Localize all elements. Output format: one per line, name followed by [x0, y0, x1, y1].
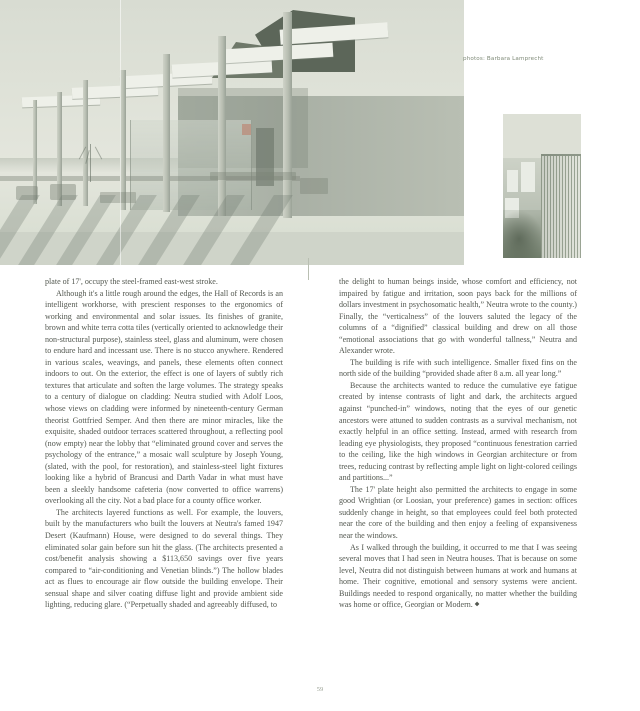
photo-column	[283, 12, 292, 218]
photo-bench	[210, 172, 296, 180]
registration-mark	[120, 0, 121, 265]
side-photograph	[503, 114, 581, 258]
photo-band	[0, 0, 640, 268]
photo-credit: photos: Barbara Lamprecht	[463, 56, 544, 62]
photo-distant-building	[521, 162, 535, 192]
photo-wall-sign	[242, 124, 251, 135]
paragraph: The architects layered functions as well. For example, the louvers, built by the manufacturers who built the louvers at Neutra's famed 1947 Desert (Kaufmann) House, were designed to do several things. They eliminated solar gain before sun hit the glass. (The architects presented a cost/benefit analysis showing a $113,650 savings over five years compared to “air-conditioning and Venetian blinds.”) The hollow blades act as flues to encourage air flow outside the building envelope. Their sensual shape and silver coating diffuse light and provide ambient side lighting, reducing glare. (“Perpetually shaded and agreeably diffused, to	[45, 507, 283, 610]
paragraph: plate of 17', occupy the steel-framed east-west stroke.	[45, 277, 218, 286]
paragraph: the delight to human beings inside, whose comfort and efficiency, not impaired by fatigue and irritation, soon pays back for the millions of dollars investment in psychosomatic health,” Neutra wrote to the county.) Finally, the “verticalness” of the louvers saluted the legacy of the columns of a “dignified” classical building and drew on all those “emotional associations that go with wonderful tallness,” Neutra and Alexander wrote.	[339, 277, 577, 356]
left-column	[45, 276, 283, 611]
paragraph-text: As I walked through the building, it occurred to me that I was seeing several moves that I had seen in Neutra houses. That is because on some level, Neutra did not distinguish between humans at work and humans at home. Their cognitive, emotional and sensory systems were ancient. Buildings needed to respond organically, no matter whether the building was home or office, Georgian or Modern.	[339, 542, 577, 610]
photo-bare-tree	[78, 144, 104, 182]
photo-column	[163, 54, 170, 212]
paragraph: Although it's a little rough around the edges, the Hall of Records is an intelligent workhorse, with prescient responses to the ergonomics of working and environmental and solar issues. Its finishes of granite, brown and white terra cotta tiles (vertically oriented to acknowledge their non-structural purpose), stainless steel, glass and aluminum, were chosen to endure hard and incessant use. There is no stucco anywhere. Rendered in various scales, weavings, and panels, these elements often connect indoors to out. On the exterior, the effect is one of layers of subtly rich textures that articulate and soften the large volumes. The strategy speaks to a century of dialogue on cladding: Neutra studied with Adolf Loos, whose views on cladding were informed by nineteenth-century German theorist Gottfried Semper. And then there are minor miracles, like the exquisite, shaded outdoor terraces scattered throughout, a reflecting pool (now empty) near the lobby that “eliminated ground cover and serves the psychology of the entrance,” a mosaic wall sculpture by Joseph Young, (slated, with the pool, for restoration), and stainless-steel light fixtures looking like a hybrid of Brancusi and Darth Vadar in what must have been a sleekly handsome cafeteria (now converted to office warrens) overlooking all the city. Not a bad place for a county office worker.	[45, 288, 283, 506]
paragraph-final	[339, 542, 577, 612]
photo-distant-building	[507, 170, 518, 192]
photo-table	[300, 178, 328, 194]
photo-column	[218, 36, 226, 216]
photo-louver-shading	[541, 154, 581, 258]
main-photograph	[0, 0, 464, 265]
paragraph: The 17' plate height also permitted the architects to engage in some good Wrightian (or Loosian, your preference) games in section: offices suddenly change in height, so that employees could feel both protected near the core of the building and then enjoy a feeling of expansiveness near the windows.	[339, 484, 577, 541]
paragraph: Because the architects wanted to reduce the cumulative eye fatigue created by intense contrasts of light and dark, the architects argued against “punched-in” windows, noting that the eyes of our genetic ancestors were attuned to sudden contrasts as a survival mechanism, not exactly helpful in an office setting. Instead, armed with research from leading eye physiologists, they proposed “continuous fenestration carried to the ceiling, like the high windows in Georgian architecture or from trees, reducing contrast by reflecting ample light on light-colored ceilings and partitions...”	[339, 380, 577, 483]
article-body	[0, 276, 640, 676]
right-column	[339, 276, 577, 611]
end-of-article-mark: ◆	[474, 601, 480, 608]
paragraph: The building is rife with such intelligence. Smaller fixed fins on the north side of the building “provided shade after 8 a.m. all year long.”	[339, 357, 577, 379]
photo-column	[83, 80, 88, 206]
page-number: 59	[316, 686, 324, 693]
photo-foliage	[503, 210, 543, 258]
